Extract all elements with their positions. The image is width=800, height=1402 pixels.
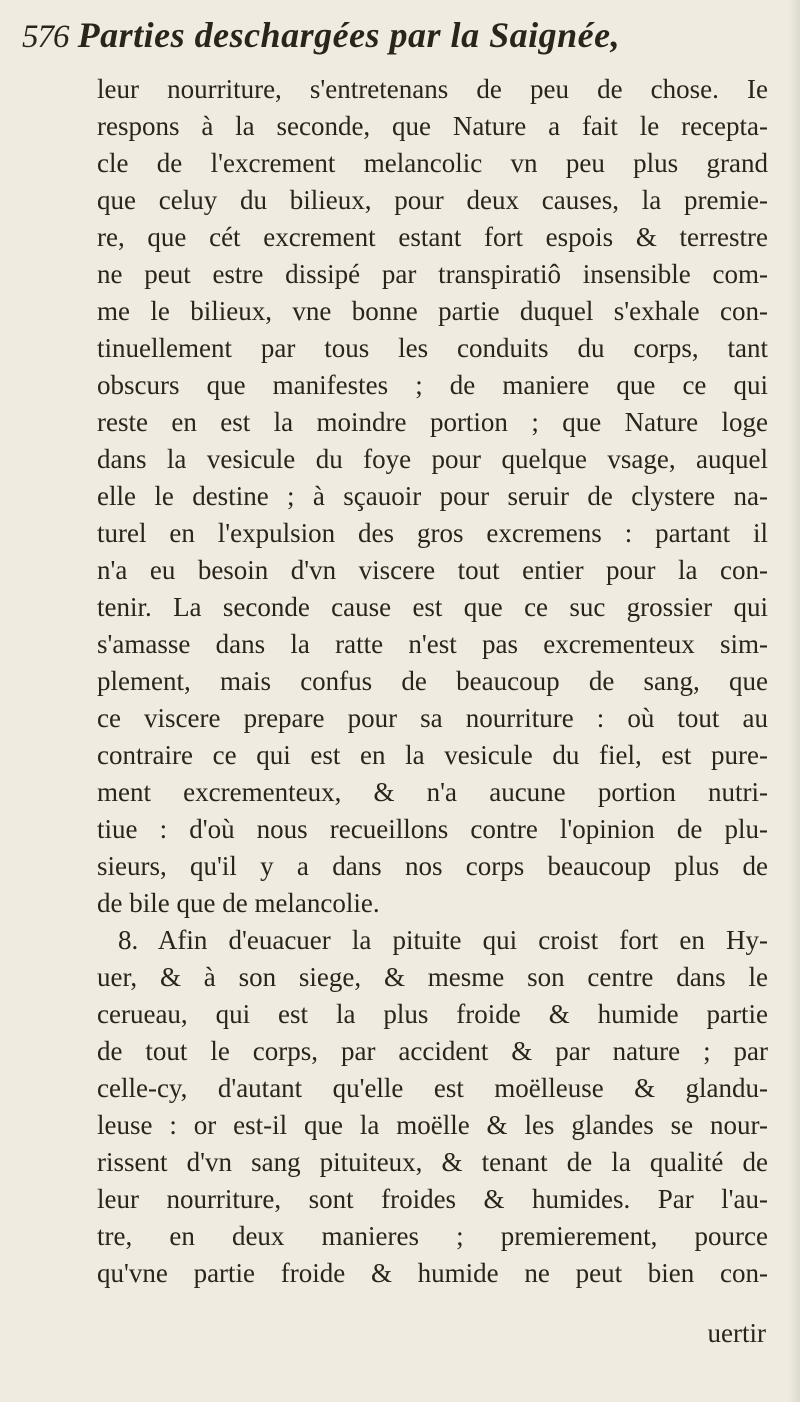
text-line: tenir. La seconde cause est que ce suc grossier qui (97, 592, 768, 622)
text-line: ment excrementeux, & n'a aucune portion nutri- (97, 777, 768, 807)
text-line: que celuy du bilieux, pour deux causes, la premie- (97, 185, 768, 215)
text-line: dans la vesicule du foye pour quelque vsage, auquel (97, 444, 768, 474)
text-line: turel en l'expulsion des gros excremens : partant il (97, 518, 768, 548)
page-header (22, 14, 770, 64)
text-line: contraire ce qui est en la vesicule du fiel, est pure- (97, 740, 768, 770)
text-line: tre, en deux manieres ; premierement, pource (97, 1221, 768, 1251)
text-line: de tout le corps, par accident & par nature ; par (97, 1036, 768, 1066)
text-line: obscurs que manifestes ; de maniere que ce qui (97, 370, 768, 400)
text-line: leur nourriture, sont froides & humides. Par l'au- (97, 1184, 768, 1214)
text-line: leur nourriture, s'entretenans de peu de chose. Ie (97, 74, 768, 104)
text-line: n'a eu besoin d'vn viscere tout entier pour la con- (97, 555, 768, 585)
running-title: Parties deschargées par la Saignée, (77, 15, 621, 55)
text-line: uer, & à son siege, & mesme son centre dans le (97, 962, 768, 992)
text-line: plement, mais confus de beaucoup de sang, que (97, 666, 768, 696)
catchword: uertir (707, 1318, 766, 1348)
text-line: qu'vne partie froide & humide ne peut bien con- (97, 1258, 768, 1288)
text-line: reste en est la moindre portion ; que Nature loge (97, 407, 768, 437)
page-number: 576 (22, 19, 69, 55)
text-line: cerueau, qui est la plus froide & humide partie (97, 999, 768, 1029)
text-line: celle-cy, d'autant qu'elle est moëlleuse & glandu- (97, 1073, 768, 1103)
text-line: elle le destine ; à sçauoir pour seruir de clystere na- (97, 481, 768, 511)
text-line: respons à la seconde, que Nature a fait le recepta- (97, 111, 768, 141)
page-edge-shadow (788, 0, 800, 1402)
text-line: leuse : or est-il que la moëlle & les glandes se nour- (97, 1110, 768, 1140)
text-line: ne peut estre dissipé par transpiratiô insensible com- (97, 259, 768, 289)
text-line-paragraph-end: de bile que de melancolie. (97, 888, 380, 918)
text-line: tinuellement par tous les conduits du corps, tant (97, 333, 768, 363)
text-line: cle de l'excrement melancolic vn peu plus grand (97, 148, 768, 178)
text-line-paragraph-start: 8. Afin d'euacuer la pituite qui croist fort en Hy- (118, 925, 768, 955)
text-line: ce viscere prepare pour sa nourriture : où tout au (97, 703, 768, 733)
text-line: rissent d'vn sang pituiteux, & tenant de la qualité de (97, 1147, 768, 1177)
text-line: re, que cét excrement estant fort espois & terrestre (97, 222, 768, 252)
text-line: tiue : d'où nous recueillons contre l'opinion de plu- (97, 814, 768, 844)
text-line: sieurs, qu'il y a dans nos corps beaucoup plus de (97, 851, 768, 881)
text-line: me le bilieux, vne bonne partie duquel s'exhale con- (97, 296, 768, 326)
text-line: s'amasse dans la ratte n'est pas excrementeux sim- (97, 629, 768, 659)
